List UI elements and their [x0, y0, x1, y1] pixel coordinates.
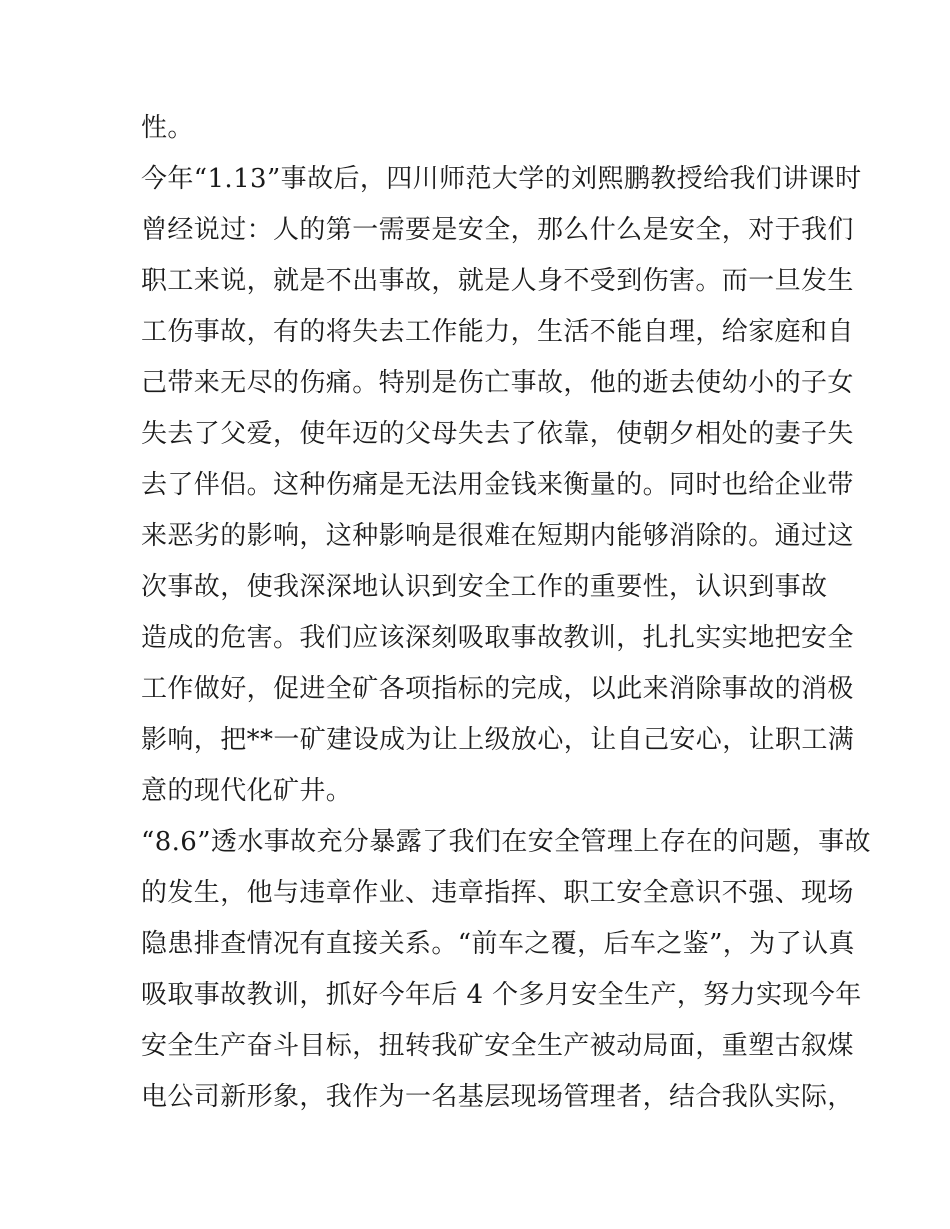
- text-line: 隐患排查情况有直接关系。“前车之覆，后车之鉴”，为了认真: [141, 929, 855, 959]
- text-line: 性。: [141, 113, 194, 143]
- text-line: 电公司新形象，我作为一名基层现场管理者，结合我队实际，: [141, 1082, 854, 1112]
- text-line: 吸取事故教训，抓好今年后 4 个多月安全生产，努力实现今年: [141, 980, 862, 1010]
- text-line: 工伤事故，有的将失去工作能力，生活不能自理，给家庭和自: [141, 317, 854, 347]
- text-line: 去了伴侣。这种伤痛是无法用金钱来衡量的。同时也给企业带: [141, 470, 854, 500]
- text-line: 造成的危害。我们应该深刻吸取事故教训，扎扎实实地把安全: [141, 623, 854, 653]
- text-line: “8.6”透水事故充分暴露了我们在安全管理上存在的问题，事故: [141, 827, 871, 857]
- text-line: 来恶劣的影响，这种影响是很难在短期内能够消除的。通过这: [141, 521, 854, 551]
- text-line: 己带来无尽的伤痛。特别是伤亡事故，他的逝去使幼小的子女: [141, 368, 854, 398]
- text-line: 影响，把**一矿建设成为让上级放心，让自己安心，让职工满: [141, 725, 855, 755]
- text-line: 失去了父爱，使年迈的父母失去了依靠，使朝夕相处的妻子失: [141, 419, 854, 449]
- text-line: 安全生产奋斗目标，扭转我矿安全生产被动局面，重塑古叙煤: [141, 1031, 854, 1061]
- text-line: 曾经说过：人的第一需要是安全，那么什么是安全，对于我们: [141, 215, 854, 245]
- text-line: 职工来说，就是不出事故，就是人身不受到伤害。而一旦发生: [141, 266, 854, 296]
- text-line: 次事故，使我深深地认识到安全工作的重要性，认识到事故: [141, 572, 828, 602]
- text-line: 今年“1.13”事故后，四川师范大学的刘熙鹏教授给我们讲课时: [141, 164, 862, 194]
- text-line: 的发生，他与违章作业、违章指挥、职工安全意识不强、现场: [141, 878, 854, 908]
- text-line: 工作做好，促进全矿各项指标的完成，以此来消除事故的消极: [141, 674, 854, 704]
- text-line: 意的现代化矿井。: [141, 776, 353, 806]
